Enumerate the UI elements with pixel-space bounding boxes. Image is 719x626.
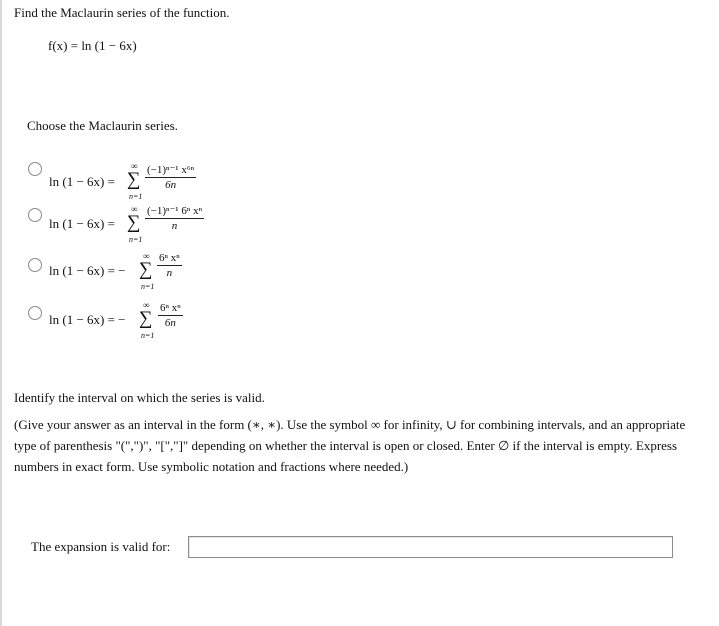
option-4-denominator: 6n bbox=[164, 317, 176, 329]
option-3-sum-upper: ∞ bbox=[143, 251, 150, 261]
option-3-radio[interactable] bbox=[28, 258, 42, 272]
answer-instructions: (Give your answer as an interval in the form (∗, ∗). Use the symbol ∞ for infinity, ∪ for combining intervals, and an appropriate type of parenthesis "(",")", "[","]" depending on whether the interval is open or closed. Enter ∅ if the interval is empty. Express numbers in exact form. Use symbolic notation and fractions where needed.) bbox=[14, 417, 686, 474]
option-4-sum-lower: n=1 bbox=[141, 331, 155, 340]
option-2-fraction bbox=[145, 205, 204, 233]
option-2-sum-lower: n=1 bbox=[129, 235, 143, 244]
option-1-numerator: (−1)ⁿ⁻¹ x⁶ⁿ bbox=[147, 164, 195, 176]
option-3-numerator: 6ⁿ xⁿ bbox=[159, 252, 180, 264]
option-2-radio[interactable] bbox=[28, 208, 42, 222]
option-3-lhs: ln (1 − 6x) = − bbox=[49, 263, 126, 278]
choose-label: Choose the Maclaurin series. bbox=[27, 118, 178, 133]
option-2-sigma: ∑ bbox=[127, 212, 141, 233]
option-1-denominator: 6n bbox=[165, 179, 177, 191]
option-1-lhs: ln (1 − 6x) = bbox=[49, 174, 115, 189]
option-3-sum-lower: n=1 bbox=[141, 282, 155, 291]
option-2-numerator: (−1)ⁿ⁻¹ 6ⁿ xⁿ bbox=[147, 205, 203, 217]
option-4-numerator: 6ⁿ xⁿ bbox=[160, 302, 181, 314]
function-definition: f(x) = ln (1 − 6x) bbox=[48, 38, 137, 53]
option-1-sigma: ∑ bbox=[127, 169, 141, 190]
option-4-sigma: ∑ bbox=[139, 308, 153, 329]
option-3-sigma: ∑ bbox=[139, 259, 153, 280]
option-2-lhs: ln (1 − 6x) = bbox=[49, 216, 115, 231]
option-3-denominator: n bbox=[166, 267, 173, 279]
option-4-lhs: ln (1 − 6x) = − bbox=[49, 312, 126, 327]
option-1-fraction bbox=[145, 164, 196, 192]
option-1-radio[interactable] bbox=[28, 162, 42, 176]
option-1-sum-upper: ∞ bbox=[131, 161, 138, 171]
option-2-denominator: n bbox=[171, 220, 178, 232]
option-2[interactable] bbox=[0, 204, 260, 252]
option-4-radio[interactable] bbox=[28, 306, 42, 320]
option-2-sum-upper: ∞ bbox=[131, 204, 138, 214]
option-3[interactable] bbox=[0, 251, 260, 302]
option-1-sum-lower: n=1 bbox=[129, 192, 143, 201]
option-1[interactable] bbox=[0, 162, 260, 206]
option-3-fraction bbox=[157, 252, 182, 280]
option-4[interactable] bbox=[0, 300, 260, 350]
option-4-fraction bbox=[158, 302, 183, 330]
question-prompt: Find the Maclaurin series of the function. bbox=[14, 5, 230, 20]
answer-label: The expansion is valid for: bbox=[31, 539, 171, 554]
interval-prompt: Identify the interval on which the series is valid. bbox=[14, 390, 265, 405]
option-4-sum-upper: ∞ bbox=[143, 300, 150, 310]
interval-answer-input[interactable] bbox=[188, 536, 673, 558]
